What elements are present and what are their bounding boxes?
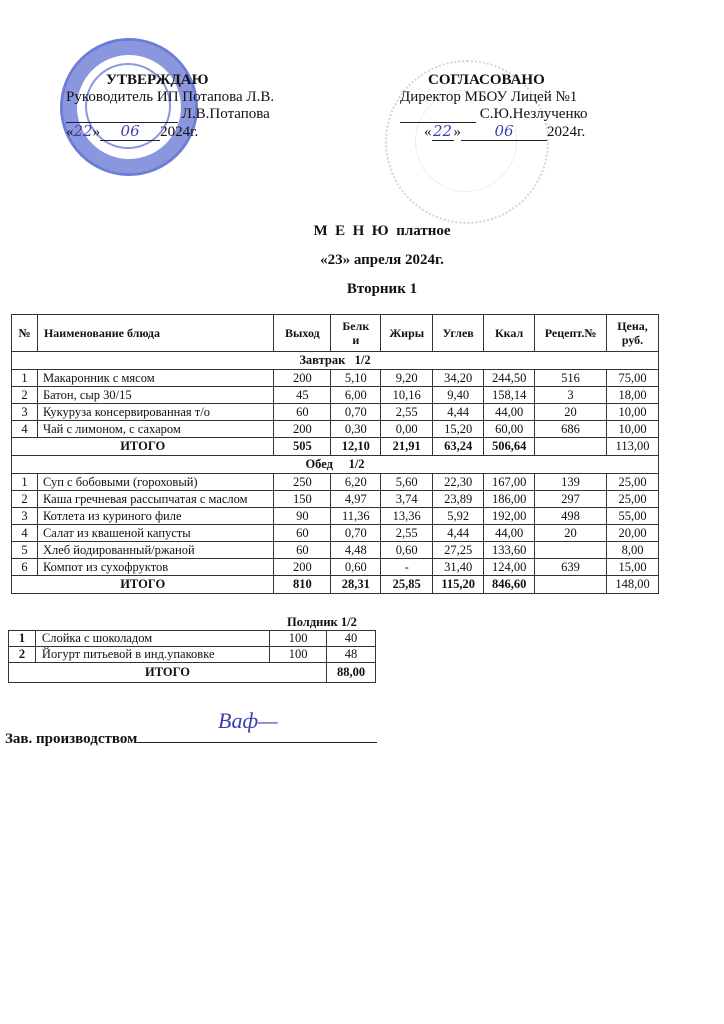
approval-left-date: [66, 123, 306, 141]
cell-recipe: 686: [535, 421, 607, 438]
cell-kcal: 186,00: [484, 491, 535, 508]
approval-left: [66, 72, 306, 141]
cell-dish: Компот из сухофруктов: [37, 559, 273, 576]
total-label: ИТОГО: [12, 438, 274, 456]
date-year: 2024г.: [547, 124, 586, 140]
cell-price: 48: [327, 647, 376, 663]
cell-output: 200: [274, 559, 331, 576]
cell-fat: 2,55: [381, 525, 433, 542]
section-snack-label: Полдник 1/2: [287, 615, 357, 629]
cell-dish: Чай с лимоном, с сахаром: [37, 421, 273, 438]
total-carbs: 63,24: [433, 438, 484, 456]
cell-recipe: 139: [535, 474, 607, 491]
approval-right-heading: СОГЛАСОВАНО: [428, 72, 545, 88]
col-header-number: №: [12, 315, 38, 352]
cell-recipe: 3: [535, 387, 607, 404]
col-header-protein: Белк и: [331, 315, 381, 352]
total-row-breakfast: [12, 438, 659, 456]
cell-protein: 4,48: [331, 542, 381, 559]
cell-output: 90: [274, 508, 331, 525]
cell-carbs: 22,30: [433, 474, 484, 491]
cell-carbs: 5,92: [433, 508, 484, 525]
section-label: Обед 1/2: [12, 456, 659, 474]
table-row: [12, 370, 659, 387]
cell-fat: -: [381, 559, 433, 576]
quote-open: «: [66, 124, 74, 140]
table-row: [12, 474, 659, 491]
table-row: [9, 647, 376, 663]
cell-protein: 4,97: [331, 491, 381, 508]
cell-protein: 11,36: [331, 508, 381, 525]
cell-recipe: 498: [535, 508, 607, 525]
cell-protein: 0,30: [331, 421, 381, 438]
cell-carbs: 15,20: [433, 421, 484, 438]
total-fat: 25,85: [381, 576, 433, 594]
cell-number: 1: [12, 370, 38, 387]
total-recipe: [535, 576, 607, 594]
cell-number: 4: [12, 421, 38, 438]
cell-output: 60: [274, 525, 331, 542]
cell-dish: Каша гречневая рассыпчатая с маслом: [37, 491, 273, 508]
table-row: [9, 631, 376, 647]
cell-price: 20,00: [607, 525, 659, 542]
cell-kcal: 44,00: [484, 525, 535, 542]
col-header-output: Выход: [274, 315, 331, 352]
col-header-dish: Наименование блюда: [37, 315, 273, 352]
cell-price: 18,00: [607, 387, 659, 404]
handwritten-signature: Ваф—: [218, 708, 278, 733]
cell-protein: 0,70: [331, 525, 381, 542]
signature-line: [400, 109, 476, 123]
cell-fat: 5,60: [381, 474, 433, 491]
cell-output: 60: [274, 404, 331, 421]
cell-price: 40: [327, 631, 376, 647]
col-header-recipe: Рецепт.№: [535, 315, 607, 352]
cell-price: 25,00: [607, 474, 659, 491]
footer-signature-block: [5, 730, 377, 748]
cell-output: 100: [270, 631, 327, 647]
date-year: 2024г.: [160, 124, 199, 140]
quote-open: «: [424, 124, 432, 140]
col-header-price: Цена, руб.: [607, 315, 659, 352]
approval-right: [400, 72, 630, 141]
cell-price: 8,00: [607, 542, 659, 559]
cell-recipe: 20: [535, 404, 607, 421]
approval-left-signatory: Л.В.Потапова: [181, 106, 270, 122]
table-row: [12, 404, 659, 421]
cell-recipe: 20: [535, 525, 607, 542]
snack-table: [8, 630, 376, 683]
total-output: 810: [274, 576, 331, 594]
cell-carbs: 23,89: [433, 491, 484, 508]
cell-kcal: 44,00: [484, 404, 535, 421]
cell-output: 60: [274, 542, 331, 559]
total-label: ИТОГО: [12, 576, 274, 594]
cell-fat: 0,00: [381, 421, 433, 438]
table-row: [12, 508, 659, 525]
total-protein: 12,10: [331, 438, 381, 456]
total-price: 88,00: [327, 663, 376, 683]
col-header-carbs: Углев: [433, 315, 484, 352]
cell-recipe: 516: [535, 370, 607, 387]
approval-right-position: Директор МБОУ Лицей №1: [400, 89, 578, 105]
section-label: Завтрак 1/2: [12, 352, 659, 370]
cell-kcal: 133,60: [484, 542, 535, 559]
date-day: 22: [73, 122, 93, 140]
cell-output: 250: [274, 474, 331, 491]
cell-fat: 2,55: [381, 404, 433, 421]
total-row-lunch: [12, 576, 659, 594]
cell-carbs: 4,44: [433, 404, 484, 421]
cell-carbs: 4,44: [433, 525, 484, 542]
cell-protein: 5,10: [331, 370, 381, 387]
cell-price: 25,00: [607, 491, 659, 508]
cell-kcal: 244,50: [484, 370, 535, 387]
cell-number: 2: [12, 387, 38, 404]
cell-kcal: 124,00: [484, 559, 535, 576]
approval-right-sign-line: [400, 106, 630, 123]
cell-price: 15,00: [607, 559, 659, 576]
signature-line: [66, 109, 178, 123]
cell-fat: 0,60: [381, 542, 433, 559]
cell-output: 200: [274, 421, 331, 438]
cell-number: 3: [12, 508, 38, 525]
cell-dish: Салат из квашеной капусты: [37, 525, 273, 542]
cell-protein: 0,60: [331, 559, 381, 576]
total-carbs: 115,20: [433, 576, 484, 594]
cell-output: 100: [270, 647, 327, 663]
table-row: [12, 542, 659, 559]
total-label: ИТОГО: [9, 663, 327, 683]
cell-price: 55,00: [607, 508, 659, 525]
cell-recipe: [535, 542, 607, 559]
approval-right-date: [400, 123, 630, 141]
cell-dish: Макаронник с мясом: [37, 370, 273, 387]
date-day: 22: [432, 122, 453, 140]
cell-carbs: 31,40: [433, 559, 484, 576]
cell-number: 2: [12, 491, 38, 508]
table-row: [12, 491, 659, 508]
cell-carbs: 9,40: [433, 387, 484, 404]
cell-price: 10,00: [607, 404, 659, 421]
cell-kcal: 60,00: [484, 421, 535, 438]
col-header-fat: Жиры: [381, 315, 433, 352]
table-row: [12, 421, 659, 438]
cell-dish: Котлета из куриного филе: [37, 508, 273, 525]
cell-fat: 9,20: [381, 370, 433, 387]
cell-carbs: 34,20: [433, 370, 484, 387]
cell-kcal: 158,14: [484, 387, 535, 404]
table-header-row: [12, 315, 659, 352]
cell-dish: Слойка с шоколадом: [35, 631, 269, 647]
cell-dish: Кукуруза консервированная т/о: [37, 404, 273, 421]
cell-number: 4: [12, 525, 38, 542]
menu-date: «23» апреля 2024г.: [320, 252, 444, 268]
approval-left-position: Руководитель ИП Потапова Л.В.: [66, 89, 275, 105]
table-row: [12, 559, 659, 576]
cell-carbs: 27,25: [433, 542, 484, 559]
total-kcal: 506,64: [484, 438, 535, 456]
cell-fat: 10,16: [381, 387, 433, 404]
cell-dish: Йогурт питьевой в инд.упаковке: [35, 647, 269, 663]
cell-output: 150: [274, 491, 331, 508]
table-row: [12, 387, 659, 404]
quote-close: »: [453, 124, 461, 140]
footer-label: Зав. производством: [5, 731, 138, 747]
cell-number: 1: [9, 631, 36, 647]
total-output: 505: [274, 438, 331, 456]
cell-protein: 6,00: [331, 387, 381, 404]
cell-price: 10,00: [607, 421, 659, 438]
cell-number: 5: [12, 542, 38, 559]
approval-right-signatory: С.Ю.Незлученко: [479, 106, 588, 122]
approval-left-sign-line: [66, 106, 306, 123]
cell-number: 3: [12, 404, 38, 421]
cell-protein: 6,20: [331, 474, 381, 491]
col-header-kcal: Ккал: [484, 315, 535, 352]
menu-title: М Е Н Ю платное: [313, 223, 451, 239]
cell-fat: 3,74: [381, 491, 433, 508]
approval-left-heading: УТВЕРЖДАЮ: [106, 72, 209, 88]
section-lunch: [12, 456, 659, 474]
cell-recipe: 297: [535, 491, 607, 508]
total-row-snack: [9, 663, 376, 683]
cell-number: 6: [12, 559, 38, 576]
section-breakfast: [12, 352, 659, 370]
cell-price: 75,00: [607, 370, 659, 387]
total-fat: 21,91: [381, 438, 433, 456]
menu-table: [11, 314, 659, 594]
total-recipe: [535, 438, 607, 456]
cell-output: 45: [274, 387, 331, 404]
cell-output: 200: [274, 370, 331, 387]
total-price: 148,00: [607, 576, 659, 594]
cell-fat: 13,36: [381, 508, 433, 525]
date-month: 06: [461, 123, 547, 141]
total-kcal: 846,60: [484, 576, 535, 594]
cell-dish: Хлеб йодированный/ржаной: [37, 542, 273, 559]
total-price: 113,00: [607, 438, 659, 456]
cell-number: 2: [9, 647, 36, 663]
cell-recipe: 639: [535, 559, 607, 576]
quote-close: »: [92, 124, 101, 140]
total-protein: 28,31: [331, 576, 381, 594]
cell-kcal: 192,00: [484, 508, 535, 525]
cell-number: 1: [12, 474, 38, 491]
date-month: 06: [100, 123, 160, 141]
cell-kcal: 167,00: [484, 474, 535, 491]
menu-weekday: Вторник 1: [346, 281, 418, 297]
cell-dish: Суп с бобовыми (гороховый): [37, 474, 273, 491]
cell-dish: Батон, сыр 30/15: [37, 387, 273, 404]
cell-protein: 0,70: [331, 404, 381, 421]
table-row: [12, 525, 659, 542]
